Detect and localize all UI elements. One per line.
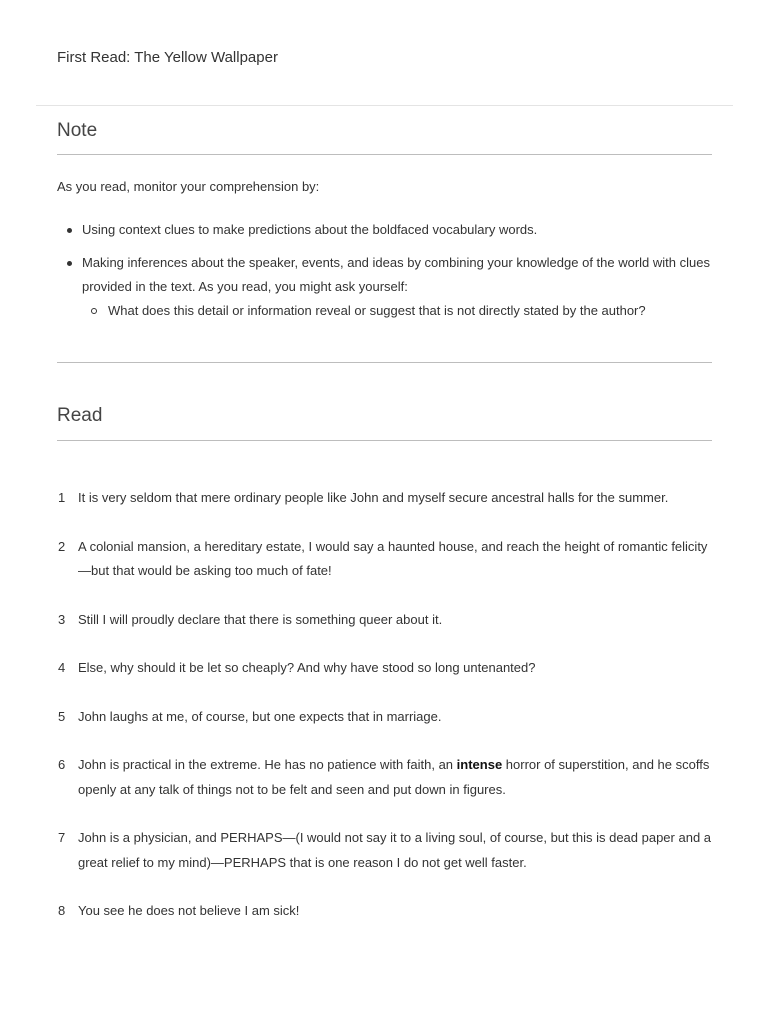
paragraph-text: Still I will proudly declare that there is something queer about it. [78, 611, 443, 627]
paragraph-text: You see he does not believe I am sick! [78, 903, 300, 918]
sub-list-item [82, 299, 717, 323]
bullet-dot-icon [67, 261, 72, 266]
paragraph-text-part: John is practical in the extreme. He has no patience with faith, an [78, 757, 457, 772]
paragraph-text: Else, why should it be let so cheaply? And why have stood so long untenanted? [78, 660, 536, 675]
bullet-dot-icon [67, 228, 72, 233]
paragraph-text: It is very seldom that mere ordinary people like John and myself secure ancestral halls for the summer. [78, 490, 669, 505]
paragraph [57, 899, 717, 924]
note-intro: As you read, monitor your comprehension by: [57, 179, 320, 194]
note-bullet-list [57, 218, 717, 332]
sub-bullet-text: What does this detail or information reveal or suggest that is not directly stated by the author? [108, 303, 646, 318]
paragraph-text: John laughs at me, of course, but one expects that in marriage. [78, 708, 442, 724]
paragraph-text: John is a physician, and PERHAPS—(I would not say it to a living soul, of course, but this is dead paper and a great relief to my mind)—PERHAPS that is one reason I do not get well faster. [78, 830, 712, 870]
paragraph [57, 753, 717, 802]
paragraph-text-part: horror of superstition, and he scoffs openly at any talk of things not to be felt and seen and put down in figures. [78, 757, 710, 797]
reading-passage [57, 486, 717, 948]
list-item [57, 218, 717, 242]
bullet-text: Using context clues to make predictions about the boldfaced vocabulary words. [82, 222, 538, 237]
paragraph [57, 486, 717, 511]
paragraph-number: 8 [58, 903, 66, 918]
paragraph [57, 608, 717, 633]
paragraph [57, 826, 717, 875]
paragraph [57, 705, 717, 730]
paragraph-number: 4 [58, 660, 66, 675]
page-title: First Read: The Yellow Wallpaper [57, 49, 278, 66]
header-divider [36, 105, 733, 106]
paragraph-number: 5 [58, 708, 66, 724]
list-item [57, 251, 717, 323]
paragraph [57, 656, 717, 681]
paragraph-number: 3 [58, 611, 66, 627]
paragraph-text [78, 753, 717, 802]
read-title-divider [57, 440, 712, 441]
paragraph-number: 6 [58, 757, 66, 772]
note-section-divider [57, 362, 712, 363]
paragraph-text: A colonial mansion, a hereditary estate, I would say a haunted house, and reach the height of romantic felicity—but that would be asking too much of fate! [78, 538, 708, 578]
note-section-title: Note [57, 120, 98, 141]
paragraph-number: 7 [58, 830, 66, 845]
note-title-divider [57, 154, 712, 155]
read-section-title: Read [57, 405, 103, 426]
bullet-text: Making inferences about the speaker, events, and ideas by combining your knowledge of the world with clues provided in the text. As you read, you might ask yourself: [82, 255, 710, 294]
paragraph-number: 2 [58, 538, 66, 554]
paragraph [57, 535, 717, 584]
paragraph-number: 1 [58, 490, 66, 505]
bullet-circle-icon [91, 308, 97, 314]
vocabulary-word[interactable]: intense [456, 757, 503, 772]
